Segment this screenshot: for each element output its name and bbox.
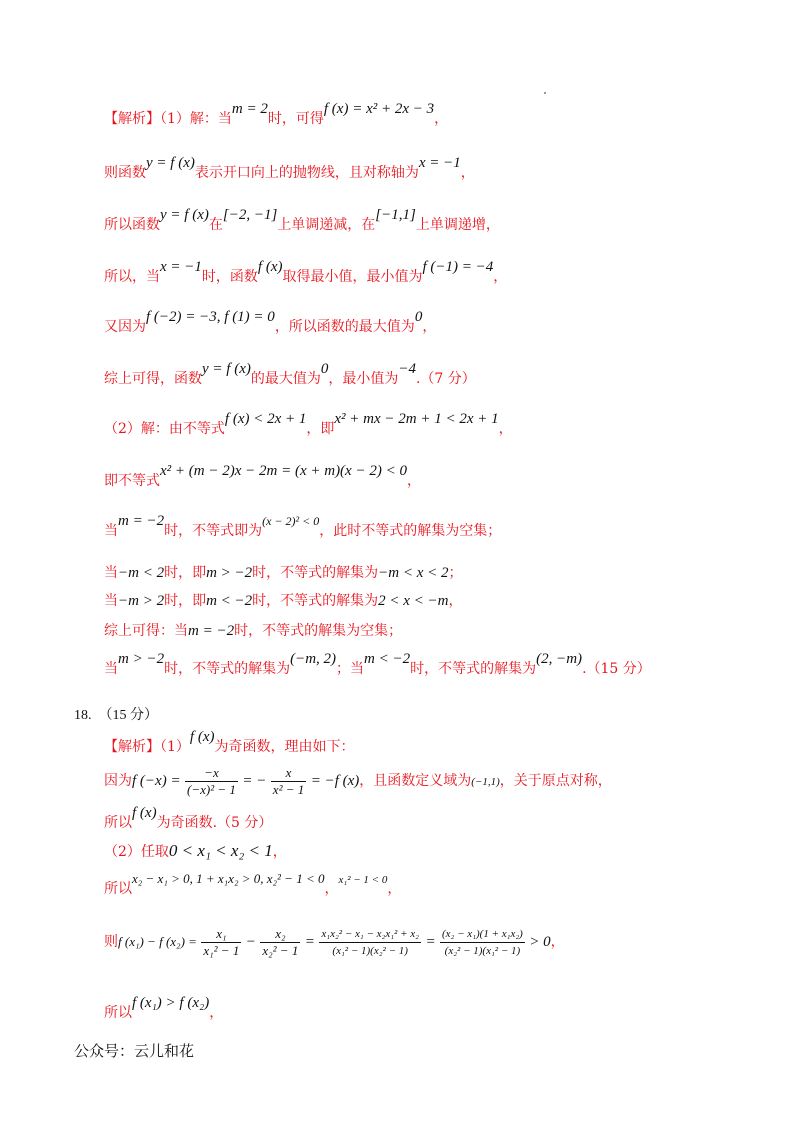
analysis-tag: 【解析】 bbox=[104, 111, 160, 127]
sol17-line-6: 综上可得，函数y = f (x)的最大值为0，最小值为−4.（7 分） bbox=[104, 361, 476, 387]
fraction: $\frac{\text{(x₂ − x₁)(1 + x₁x₂)}}{\text{(x₂² − 1)(x₁² − 1)}}$ bbox=[442, 927, 523, 957]
analysis-tag: 【解析】 bbox=[104, 739, 160, 755]
speck bbox=[544, 92, 546, 94]
sol17-line-13: 当m > −2时，不等式的解集为(−m, 2)；当m < −2时，不等式的解集为(2, −m).（15 分） bbox=[104, 651, 651, 677]
sol17-line-9: 当m = −2时，不等式即为(x − 2)² < 0，此时不等式的解集为空集； bbox=[104, 513, 502, 539]
sol18-line-3: 所以f (x)为奇函数.（5 分） bbox=[104, 805, 273, 831]
sol17-line-3: 所以函数y = f (x)在[−2, −1]上单调递减，在[−1,1]上单调递增， bbox=[104, 207, 500, 233]
sol17-line-10: 当−m < 2时，即m > −2时，不等式的解集为−m < x < 2； bbox=[104, 565, 463, 581]
sol17-line-11: 当−m > 2时，即m < −2时，不等式的解集为2 < x < −m， bbox=[104, 593, 463, 609]
sol17-line-4: 所以，当x = −1时，函数f (x)取得最小值，最小值为f (−1) = −4， bbox=[104, 259, 508, 285]
sol17-line-7: （2）解：由不等式f (x) < 2x + 1，即x² + mx − 2m + 1 < 2x + 1， bbox=[104, 411, 513, 437]
fraction: $\frac{\text{x₁}}{\text{x₁² − 1}}$ bbox=[203, 925, 240, 958]
sol18-line-6: 则f (x₁) − f (x₂) = $\frac{\text{x₁}}{\text{x₁² − 1}}$ − $\frac{\text{x₂}}{\text{x₂² − 1}}$ = $\frac{\text{x₁x₂² − x₁ − x₂x₁² + x₂}}{\text{(x₁² − 1)(x₂² − 1)}}$ = $\frac{\text{(x₂ − x₁)(1 + x₁x₂)}}{\text{(x₂² − 1)(x₁² − 1)}}$ > 0， bbox=[104, 925, 565, 958]
sol17-line-5: 又因为f (−2) = −3, f (1) = 0，所以函数的最大值为0， bbox=[104, 309, 437, 335]
sol18-line-1: 【解析】（1）f (x)为奇函数，理由如下： bbox=[104, 729, 355, 755]
question-number-18: 18. （15 分） bbox=[74, 708, 158, 723]
fraction: $\frac{\text{x₂}}{\text{x₂² − 1}}$ bbox=[262, 925, 299, 958]
sol18-line-2: 因为f (−x) = $\frac{-x}{\text{(−x)² − 1}}$ = − $\frac{x}{\text{x² − 1}}$ = −f (x)，且函数定义域为(−1,1)，关于原点对称， bbox=[104, 764, 612, 797]
fraction: $\frac{\text{x₁x₂² − x₁ − x₂x₁² + x₂}}{\text{(x₁² − 1)(x₂² − 1)}}$ bbox=[321, 927, 419, 957]
fraction: $\frac{x}{\text{x² − 1}}$ bbox=[272, 764, 305, 797]
fraction: $\frac{-x}{\text{(−x)² − 1}}$ bbox=[187, 764, 236, 797]
sol17-line-1: 【解析】（1）解：当m = 2时，可得f (x) = x² + 2x − 3， bbox=[104, 101, 449, 127]
sol17-line-12: 综上可得：当m = −2时，不等式的解集为空集； bbox=[104, 623, 403, 639]
sol17-line-8: 即不等式x² + (m − 2)x − 2m = (x + m)(x − 2) < 0， bbox=[104, 463, 421, 489]
sol18-line-5: 所以x₂ − x₁ > 0, 1 + x₁x₂ > 0, x₂² − 1 < 0，x₁² − 1 < 0， bbox=[104, 871, 402, 897]
sol18-line-4: （2）任取0 < x₁ < x₂ < 1， bbox=[104, 841, 287, 860]
footer-account-label: 公众号：云儿和花 bbox=[74, 1042, 195, 1060]
sol17-line-2: 则函数y = f (x)表示开口向上的抛物线，且对称轴为x = −1， bbox=[104, 155, 475, 181]
sol18-line-7: 所以f (x₁) > f (x₂)， bbox=[104, 995, 224, 1021]
